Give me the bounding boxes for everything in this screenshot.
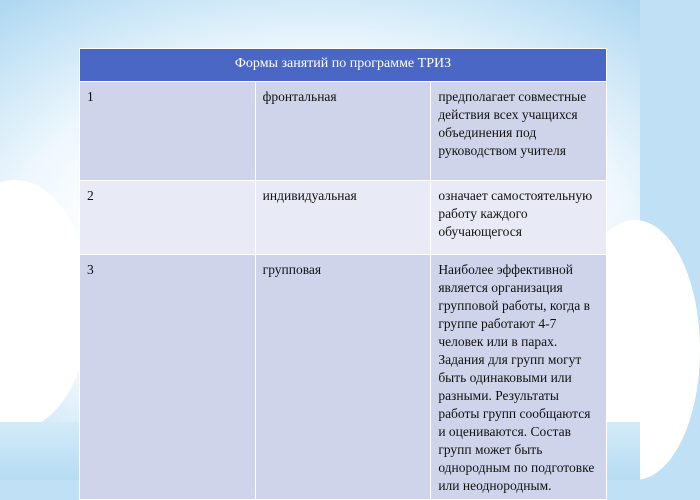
table-row	[80, 82, 607, 181]
form-description: Наиболее эффективной является организация групповой работы, когда в группе работают 4-7 человек или в парах. Задания для групп могут быть одинаковыми или разными. Результаты работы групп сообщаются и оцениваются. Состав групп может быть однородным по подготовке или неоднородным.	[431, 255, 607, 500]
table-title: Формы занятий по программе ТРИЗ	[80, 49, 607, 82]
table-header-row	[80, 49, 607, 82]
forms-table	[79, 48, 607, 500]
table-row	[80, 255, 607, 500]
form-description: предполагает совместные действия всех учащихся объединения под руководством учителя	[431, 82, 607, 181]
table-row	[80, 181, 607, 255]
row-number: 2	[80, 181, 256, 255]
row-number: 3	[80, 255, 256, 500]
form-description: означает самостоятельную работу каждого обучающегося	[431, 181, 607, 255]
form-name: индивидуальная	[255, 181, 431, 255]
form-name: фронтальная	[255, 82, 431, 181]
row-number: 1	[80, 82, 256, 181]
form-name: групповая	[255, 255, 431, 500]
